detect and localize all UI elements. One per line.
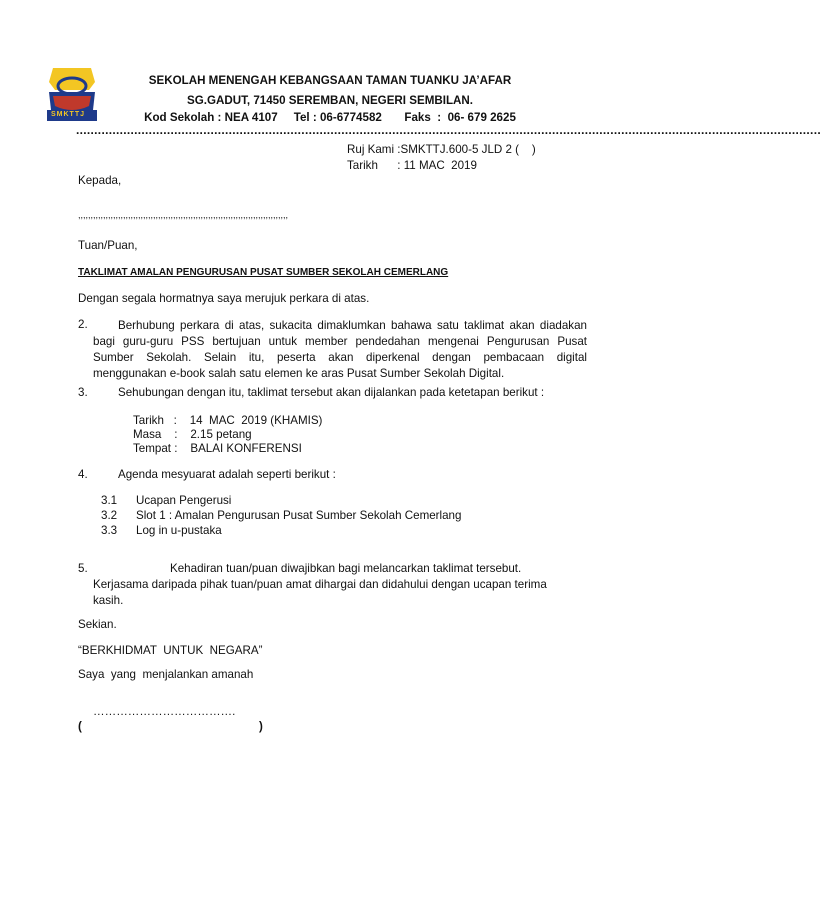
paragraph-5-line: kasih. [93,594,124,607]
paragraph-3: Sehubungan dengan itu, taklimat tersebut akan dijalankan pada ketetapan berikut : [118,386,545,399]
recipient-label: Kepada, [78,174,122,187]
event-time: Masa : 2.15 petang [133,428,252,441]
recipient-address: ,,,,,,,,,,,,,,,,,,,,,,,,,,,,,,,,,,,,,,,,,,,,,,,,,,,,,,,,,,,,,,,,,,,,,,,,,,,,,,,,,,,, [78,210,289,220]
school-address: SG.GADUT, 71450 SEREMBAN, NEGERI SEMBILAN. [186,94,474,107]
school-logo [43,66,101,124]
event-date: Tarikh : 14 MAC 2019 (KHAMIS) [133,414,323,427]
paragraph-2-number: 2. [78,318,88,331]
reference-number: Ruj Kami :SMKTTJ.600-5 JLD 2 ( ) [347,143,536,156]
paragraph-2-line: menggunakan e-book salah satu elemen ke aras Pusat Sumber Sekolah Digital. [93,367,505,380]
paragraph-5-number: 5. [78,562,88,575]
paragraph-3-number: 3. [78,386,88,399]
signature-paren-open: ( [78,720,82,733]
intro-paragraph: Dengan segala hormatnya saya merujuk perkara di atas. [78,292,370,305]
agenda-item: Ucapan Pengerusi [136,494,232,507]
paragraph-2-line: Berhubung perkara di atas, sukacita dimaklumkan bahawa satu taklimat akan diadakan [118,319,587,332]
school-contact: Kod Sekolah : NEA 4107 Tel : 06-6774582 Faks : 06- 679 2625 [144,111,516,124]
letter-subject: TAKLIMAT AMALAN PENGURUSAN PUSAT SUMBER SEKOLAH CEMERLANG [78,267,449,278]
paragraph-2-line: Sumber Sekolah. Selain itu, peserta akan diperkenal dengan pembacaan digital [93,351,587,364]
paragraph-4: Agenda mesyuarat adalah seperti berikut : [118,468,336,481]
salutation: Tuan/Puan, [78,239,138,252]
agenda-item-number: 3.1 [101,494,118,507]
paragraph-5-line: Kerjasama daripada pihak tuan/puan amat dihargai dan didahului dengan ucapan terima [93,578,547,591]
paragraph-2 [93,318,587,382]
signature-paren-close: ) [259,720,263,733]
agenda-item-number: 3.3 [101,524,118,537]
agenda-item: Log in u-pustaka [136,524,222,537]
closing-sekian: Sekian. [78,618,117,631]
agenda-item: Slot 1 : Amalan Pengurusan Pusat Sumber Sekolah Cemerlang [136,509,462,522]
event-venue: Tempat : BALAI KONFERENSI [133,442,302,455]
school-name: SEKOLAH MENENGAH KEBANGSAAN TAMAN TUANKU JA’AFAR [148,74,512,87]
paragraph-2-line: bagi guru-guru PSS bertujuan untuk member pendedahan mengenai Pengurusan Pusat [93,335,587,348]
paragraph-5-line: Kehadiran tuan/puan diwajibkan bagi melancarkan taklimat tersebut. [170,562,522,575]
paragraph-4-number: 4. [78,468,88,481]
logo-text: SMKTTJ [51,111,85,118]
motto: “BERKHIDMAT UNTUK NEGARA” [78,644,263,657]
header-separator: ............................................................................................................................................................................................................. [76,123,821,137]
closing-amanah: Saya yang menjalankan amanah [78,668,254,681]
signature-line: ………………………………. [93,705,236,718]
letter-date: Tarikh : 11 MAC 2019 [347,159,477,172]
agenda-item-number: 3.2 [101,509,118,522]
